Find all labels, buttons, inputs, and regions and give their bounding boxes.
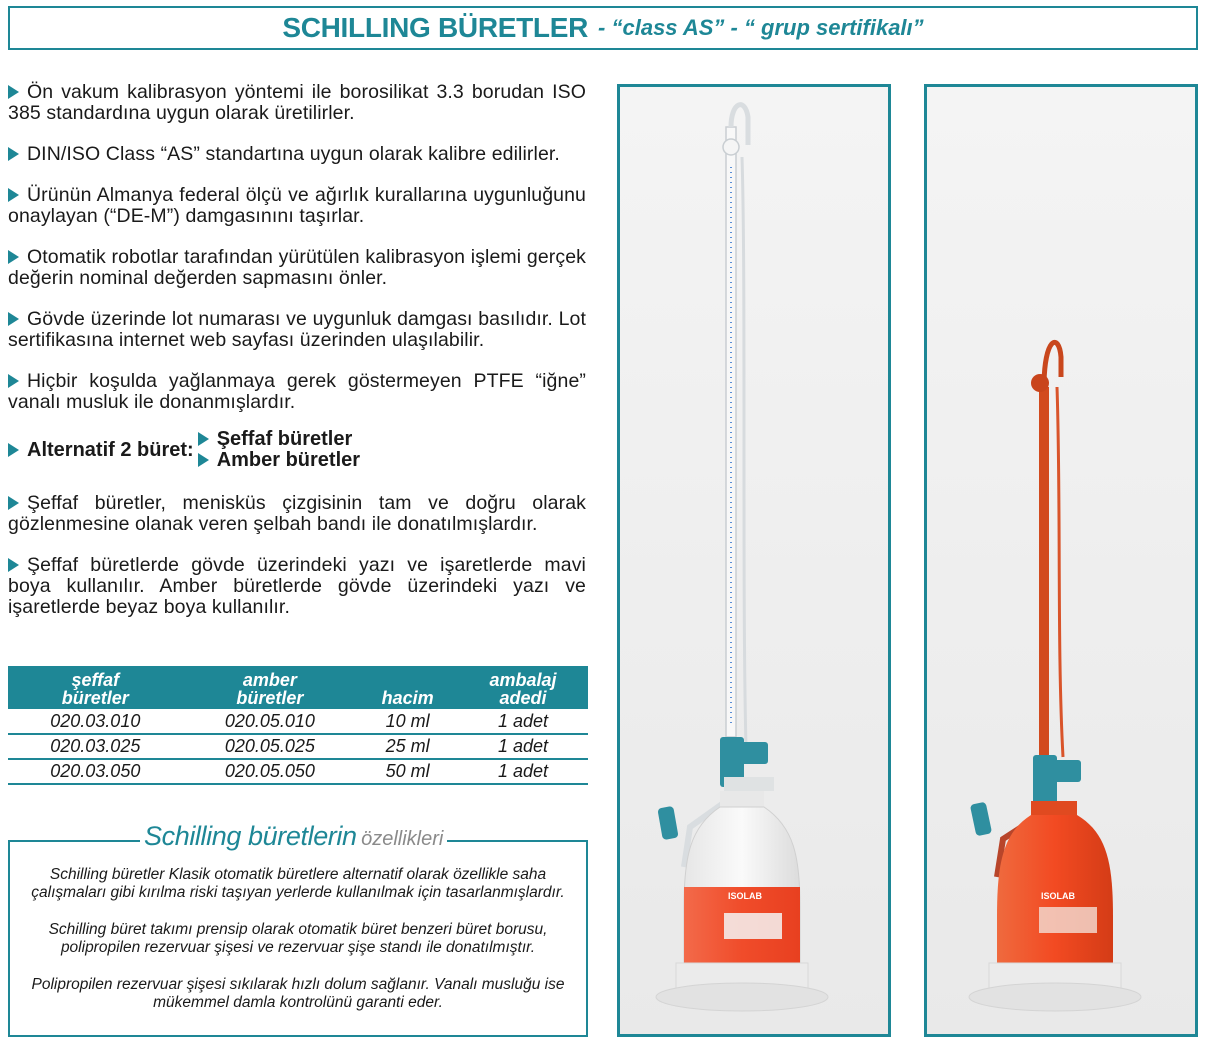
alternative-option: Şeffaf büretler — [198, 429, 360, 450]
bullet-item: Gövde üzerinde lot numarası ve uygunluk damgası basılıdır. Lot sertifikasına internet web sayfası üzerinden ulaşılabilir. — [8, 308, 586, 351]
cell-amber-code: 020.05.025 — [183, 734, 358, 759]
page-subtitle: - “class AS” - “ grup sertifikalı” — [598, 15, 924, 40]
cell-clear-code: 020.03.050 — [8, 759, 183, 784]
arrow-icon — [8, 85, 19, 99]
bullet-item: Şeffaf büretler, menisküs çizgisinin tam ve doğru olarak gözlenmesine olanak veren şelbah bandı ile donatılmışlardır. — [8, 492, 586, 535]
arrow-icon — [198, 453, 209, 467]
features-title: Schilling büretlerin özellikleri — [140, 821, 447, 852]
cell-volume: 50 ml — [357, 759, 458, 784]
cell-volume: 25 ml — [357, 734, 458, 759]
bullet-item: Ön vakum kalibrasyon yöntemi ile borosilikat 3.3 borudan ISO 385 standardına uygun olarak üretilirler. — [8, 81, 586, 124]
alternative-options — [8, 429, 586, 471]
arrow-icon — [8, 374, 19, 388]
product-table — [8, 666, 588, 785]
bullet-item: Şeffaf büretlerde gövde üzerindeki yazı ve işaretlerde mavi boya kullanılır. Amber büretlerde gövde üzerindeki yazı ve işaretlerde beyaz boya kullanılır. — [8, 554, 586, 618]
features-paragraph: Schilling büret takımı prensip olarak otomatik büret benzeri büret borusu, polipropilen rezervuar şişesi ve rezervuar şişe standı ile donatılmıştır. — [48, 921, 548, 956]
cell-pack: 1 adet — [458, 709, 588, 734]
col-amber: amber büretler — [183, 666, 358, 709]
page-title: SCHILLING BÜRETLER — [282, 12, 589, 43]
col-clear: şeffaf büretler — [8, 666, 183, 709]
feature-bullets — [8, 82, 586, 638]
alternative-label: Alternatif 2 büret: — [27, 438, 194, 461]
cell-amber-code: 020.05.050 — [183, 759, 358, 784]
arrow-icon — [8, 312, 19, 326]
arrow-icon — [8, 188, 19, 202]
arrow-icon — [8, 250, 19, 264]
col-pack: ambalaj adedi — [458, 666, 588, 709]
isolab-label: ISOLAB — [728, 891, 763, 901]
cell-pack: 1 adet — [458, 759, 588, 784]
cell-pack: 1 adet — [458, 734, 588, 759]
page-header — [8, 6, 1198, 50]
arrow-icon — [8, 496, 19, 510]
arrow-icon — [8, 443, 19, 457]
clear-burette-photo — [617, 84, 891, 1037]
features-paragraph: Schilling büretler Klasik otomatik büretlere alternatif olarak özellikle saha çalışmaları gibi kırılma riski taşıyan yerlerde kullanılmak için tasarlanmışlardır. — [31, 866, 565, 901]
cell-volume: 10 ml — [357, 709, 458, 734]
alternative-list — [198, 429, 360, 471]
bullet-item: Otomatik robotlar tarafından yürütülen kalibrasyon işlemi gerçek değerin nominal değerden sapmasını önler. — [8, 246, 586, 289]
table-row — [8, 734, 588, 759]
table-header-row — [8, 666, 588, 709]
table-row — [8, 709, 588, 734]
cell-clear-code: 020.03.025 — [8, 734, 183, 759]
table-row — [8, 759, 588, 784]
bullet-item: Hiçbir koşulda yağlanmaya gerek göstermeyen PTFE “iğne” vanalı musluk ile donanmışlardır. — [8, 370, 586, 413]
isolab-label: ISOLAB — [1041, 891, 1076, 901]
bullet-item: Ürünün Almanya federal ölçü ve ağırlık kurallarına uygunluğunu onaylayan (“DE-M”) damgasınını taşırlar. — [8, 184, 586, 227]
amber-burette-photo — [924, 84, 1198, 1037]
alternative-option: Amber büretler — [198, 450, 360, 471]
col-volume: hacim — [357, 666, 458, 709]
arrow-icon — [8, 558, 19, 572]
arrow-icon — [198, 432, 209, 446]
bullet-item: DIN/ISO Class “AS” standartına uygun olarak kalibre edilirler. — [8, 144, 586, 165]
features-box — [8, 821, 588, 1037]
clear-burette-illustration — [620, 87, 888, 1034]
features-paragraph: Polipropilen rezervuar şişesi sıkılarak hızlı dolum sağlanır. Vanalı musluğu ise mükemmel damla kontrolünü garanti eder. — [31, 976, 565, 1011]
cell-clear-code: 020.03.010 — [8, 709, 183, 734]
amber-burette-illustration — [927, 87, 1195, 1034]
cell-amber-code: 020.05.010 — [183, 709, 358, 734]
arrow-icon — [8, 147, 19, 161]
